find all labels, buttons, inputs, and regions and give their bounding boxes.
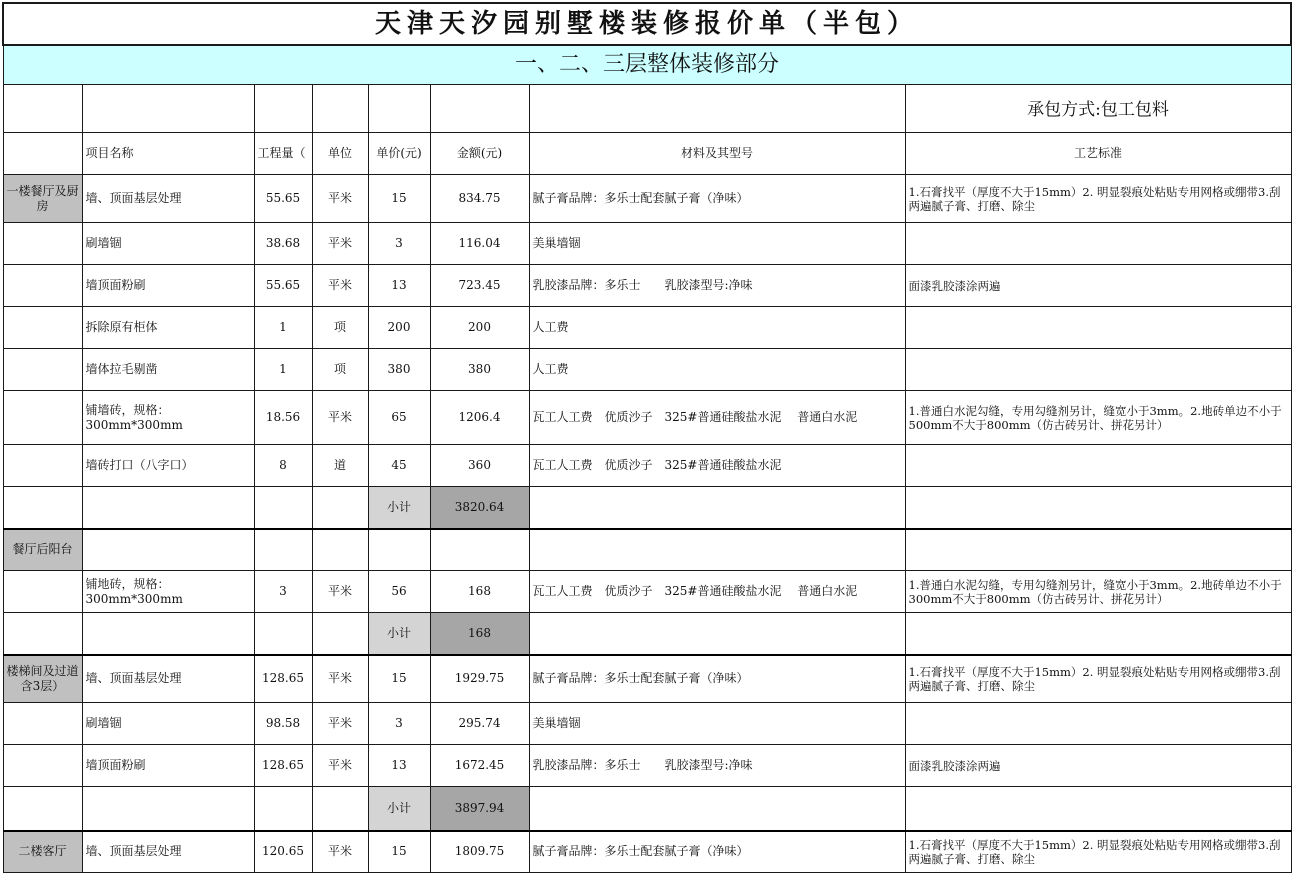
item-name: 墙、顶面基层处理	[82, 655, 254, 703]
quantity-cell: 55.65	[254, 175, 312, 223]
header-unit: 单位	[312, 133, 368, 175]
item-name: 墙、顶面基层处理	[82, 831, 254, 873]
table-row	[3, 349, 1291, 391]
empty-cell	[312, 529, 368, 571]
unit-cell: 平米	[312, 223, 368, 265]
empty-cell	[3, 745, 82, 787]
empty-cell	[905, 613, 1291, 655]
empty-cell	[3, 703, 82, 745]
quantity-cell: 55.65	[254, 265, 312, 307]
unit-cell: 道	[312, 445, 368, 487]
item-name: 墙顶面粉刷	[82, 265, 254, 307]
craft-cell: 面漆乳胶漆涂两遍	[905, 745, 1291, 787]
item-name: 刷墙锢	[82, 223, 254, 265]
header-item: 项目名称	[82, 133, 254, 175]
amount-cell: 360	[430, 445, 529, 487]
header-quantity: 工程量（	[254, 133, 312, 175]
empty-cell	[905, 529, 1291, 571]
material-cell: 瓦工人工费 优质沙子 325#普通硅酸盐水泥 普通白水泥	[529, 571, 905, 613]
subtotal-row	[3, 787, 1291, 831]
subtotal-label: 小计	[368, 487, 430, 529]
unit-cell: 平米	[312, 265, 368, 307]
table-row	[3, 265, 1291, 307]
quantity-cell: 128.65	[254, 655, 312, 703]
item-name: 墙顶面粉刷	[82, 745, 254, 787]
unit-cell: 平米	[312, 703, 368, 745]
material-cell: 腻子膏品牌：多乐士配套腻子膏（净味）	[529, 655, 905, 703]
table-row	[3, 445, 1291, 487]
material-cell: 人工费	[529, 307, 905, 349]
unit-cell: 平米	[312, 745, 368, 787]
unit-price-cell: 200	[368, 307, 430, 349]
empty-cell	[312, 787, 368, 831]
empty-cell	[529, 613, 905, 655]
empty-cell	[3, 613, 82, 655]
table-row	[3, 391, 1291, 445]
unit-price-cell: 15	[368, 175, 430, 223]
amount-cell: 1929.75	[430, 655, 529, 703]
empty-cell	[312, 487, 368, 529]
amount-cell: 380	[430, 349, 529, 391]
unit-cell: 平米	[312, 655, 368, 703]
header-craft: 工艺标准	[905, 133, 1291, 175]
empty-cell	[905, 787, 1291, 831]
title-row	[3, 3, 1291, 45]
sheet-subtitle: 一、二、三层整体装修部分	[3, 45, 1291, 85]
empty-cell	[82, 487, 254, 529]
header-amount: 金额(元)	[430, 133, 529, 175]
empty-cell	[529, 787, 905, 831]
craft-cell	[905, 703, 1291, 745]
table-row	[3, 175, 1291, 223]
unit-price-cell: 13	[368, 265, 430, 307]
empty-cell	[905, 487, 1291, 529]
material-cell: 人工费	[529, 349, 905, 391]
unit-price-cell: 13	[368, 745, 430, 787]
craft-cell	[905, 223, 1291, 265]
empty-cell	[254, 613, 312, 655]
table-row	[3, 655, 1291, 703]
subtotal-value: 3897.94	[430, 787, 529, 831]
table-row	[3, 571, 1291, 613]
craft-cell: 1.普通白水泥勾缝，专用勾缝剂另计，缝宽小于3mm。2.地砖单边不小于500mm不大于800mm（仿古砖另计、拼花另计）	[905, 391, 1291, 445]
empty-cell	[82, 613, 254, 655]
craft-cell: 1.石膏找平（厚度不大于15mm）2. 明显裂痕处粘贴专用网格或绷带3.刮两遍腻子膏、打磨、除尘	[905, 831, 1291, 873]
empty-cell	[82, 787, 254, 831]
header-material: 材料及其型号	[529, 133, 905, 175]
empty-cell	[430, 529, 529, 571]
empty-cell	[529, 487, 905, 529]
craft-cell: 1.石膏找平（厚度不大于15mm）2. 明显裂痕处粘贴专用网格或绷带3.刮两遍腻子膏、打磨、除尘	[905, 175, 1291, 223]
empty-cell	[3, 307, 82, 349]
craft-cell: 1.石膏找平（厚度不大于15mm）2. 明显裂痕处粘贴专用网格或绷带3.刮两遍腻子膏、打磨、除尘	[905, 655, 1291, 703]
amount-cell: 723.45	[430, 265, 529, 307]
item-name: 墙砖打口（八字口）	[82, 445, 254, 487]
unit-cell: 平米	[312, 831, 368, 873]
section-label: 一楼餐厅及厨房	[3, 175, 82, 223]
unit-cell: 平米	[312, 175, 368, 223]
subtitle-row	[3, 45, 1291, 85]
section-label: 二楼客厅	[3, 831, 82, 873]
amount-cell: 116.04	[430, 223, 529, 265]
unit-cell: 平米	[312, 391, 368, 445]
unit-price-cell: 45	[368, 445, 430, 487]
amount-cell: 1672.45	[430, 745, 529, 787]
empty-cell	[3, 223, 82, 265]
empty-cell	[3, 445, 82, 487]
item-name: 铺地砖，规格：300mm*300mm	[82, 571, 254, 613]
subtotal-row	[3, 613, 1291, 655]
amount-cell: 1206.4	[430, 391, 529, 445]
material-cell: 瓦工人工费 优质沙子 325#普通硅酸盐水泥	[529, 445, 905, 487]
quotation-sheet	[2, 2, 1290, 873]
subtotal-label: 小计	[368, 787, 430, 831]
unit-price-cell: 3	[368, 223, 430, 265]
unit-cell: 项	[312, 307, 368, 349]
unit-price-cell: 65	[368, 391, 430, 445]
empty-cell	[82, 529, 254, 571]
amount-cell: 1809.75	[430, 831, 529, 873]
craft-cell	[905, 307, 1291, 349]
table-row	[3, 831, 1291, 873]
material-cell: 美巢墙锢	[529, 223, 905, 265]
material-cell: 乳胶漆品牌：多乐士 乳胶漆型号:净味	[529, 265, 905, 307]
quantity-cell: 1	[254, 307, 312, 349]
empty-cell	[254, 487, 312, 529]
empty-cell	[3, 487, 82, 529]
item-name: 铺墙砖，规格：300mm*300mm	[82, 391, 254, 445]
empty-cell	[254, 529, 312, 571]
contract-mode: 承包方式:包工包料	[905, 85, 1291, 133]
craft-cell: 1.普通白水泥勾缝，专用勾缝剂另计，缝宽小于3mm。2.地砖单边不小于300mm不大于800mm（仿古砖另计、拼花另计）	[905, 571, 1291, 613]
empty-cell	[3, 787, 82, 831]
amount-cell: 834.75	[430, 175, 529, 223]
table-row	[3, 223, 1291, 265]
unit-cell: 项	[312, 349, 368, 391]
quotation-table	[2, 2, 1292, 873]
amount-cell: 295.74	[430, 703, 529, 745]
subtotal-label: 小计	[368, 613, 430, 655]
section-label: 餐厅后阳台	[3, 529, 82, 571]
subtotal-row	[3, 487, 1291, 529]
craft-cell	[905, 349, 1291, 391]
table-row	[3, 703, 1291, 745]
quantity-cell: 38.68	[254, 223, 312, 265]
quantity-cell: 18.56	[254, 391, 312, 445]
amount-cell: 200	[430, 307, 529, 349]
sheet-title: 天津天汐园别墅楼装修报价单（半包）	[3, 3, 1291, 45]
material-cell: 瓦工人工费 优质沙子 325#普通硅酸盐水泥 普通白水泥	[529, 391, 905, 445]
section-label: 楼梯间及过道含3层）	[3, 655, 82, 703]
header-row	[3, 133, 1291, 175]
item-name: 拆除原有柜体	[82, 307, 254, 349]
material-cell: 腻子膏品牌：多乐士配套腻子膏（净味）	[529, 175, 905, 223]
subtotal-value: 168	[430, 613, 529, 655]
item-name: 墙体拉毛剔凿	[82, 349, 254, 391]
quantity-cell: 120.65	[254, 831, 312, 873]
quantity-cell: 128.65	[254, 745, 312, 787]
amount-cell: 168	[430, 571, 529, 613]
section-header-row	[3, 529, 1291, 571]
empty-cell	[3, 265, 82, 307]
subtotal-value: 3820.64	[430, 487, 529, 529]
table-row	[3, 745, 1291, 787]
empty-cell	[3, 391, 82, 445]
empty-cell	[312, 613, 368, 655]
quantity-cell: 3	[254, 571, 312, 613]
craft-cell	[905, 445, 1291, 487]
contract-row	[3, 85, 1291, 133]
unit-price-cell: 15	[368, 655, 430, 703]
unit-price-cell: 15	[368, 831, 430, 873]
material-cell: 乳胶漆品牌：多乐士 乳胶漆型号:净味	[529, 745, 905, 787]
craft-cell: 面漆乳胶漆涂两遍	[905, 265, 1291, 307]
quantity-cell: 1	[254, 349, 312, 391]
item-name: 墙、顶面基层处理	[82, 175, 254, 223]
empty-cell	[368, 529, 430, 571]
unit-cell: 平米	[312, 571, 368, 613]
material-cell: 腻子膏品牌：多乐士配套腻子膏（净味）	[529, 831, 905, 873]
empty-cell	[529, 529, 905, 571]
quantity-cell: 8	[254, 445, 312, 487]
empty-cell	[3, 571, 82, 613]
unit-price-cell: 3	[368, 703, 430, 745]
quantity-cell: 98.58	[254, 703, 312, 745]
unit-price-cell: 380	[368, 349, 430, 391]
header-unit-price: 单价(元)	[368, 133, 430, 175]
table-row	[3, 307, 1291, 349]
material-cell: 美巢墙锢	[529, 703, 905, 745]
item-name: 刷墙锢	[82, 703, 254, 745]
empty-cell	[3, 349, 82, 391]
unit-price-cell: 56	[368, 571, 430, 613]
empty-cell	[254, 787, 312, 831]
